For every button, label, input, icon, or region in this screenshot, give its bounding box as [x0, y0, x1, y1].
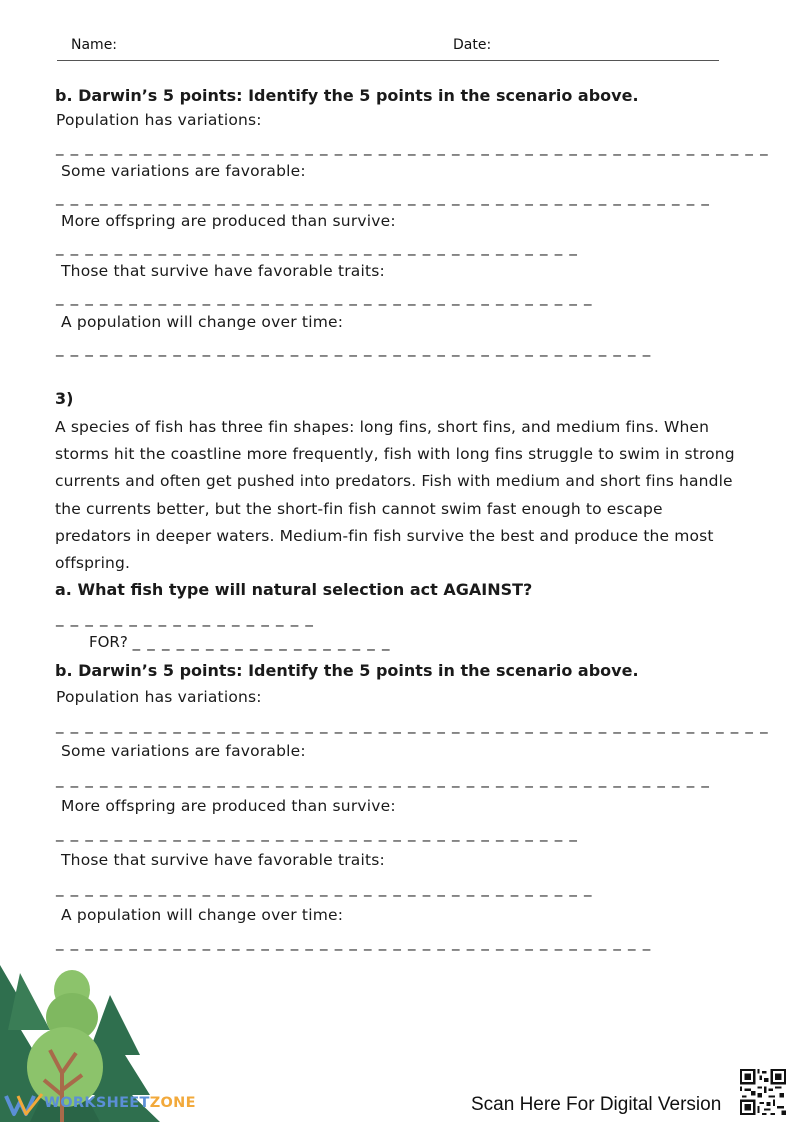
- answer-blank[interactable]: _ _ _ _ _ _ _ _ _ _ _ _ _ _ _ _ _ _ _ _ _ _ _ _ _ _ _ _ _ _ _ _ _ _ _ _: [56, 824, 579, 842]
- section-heading: b. Darwin’s 5 points: Identify the 5 points in the scenario above.: [55, 86, 639, 105]
- for-label: FOR?: [89, 633, 128, 651]
- scan-text: Scan Here For Digital Version: [471, 1094, 722, 1115]
- scenario-paragraph: A species of fish has three fin shapes: long fins, short fins, and medium fins. When storms hit the coastline more frequently, fish with long fins struggle to swim in strong currents and often get pushed into predators. Fish with medium and short fins handle the currents better, but the short-fin fish cannot swim fast enough to escape predators in deeper waters. Medium-fin fish survive the best and produce the most offspring.: [55, 418, 735, 573]
- header-divider: [57, 60, 719, 61]
- brand-part-worksheet: WORKSHEET: [44, 1095, 150, 1111]
- part-b-heading: b. Darwin’s 5 points: Identify the 5 points in the scenario above.: [55, 661, 639, 680]
- part-a-question: a. What fish type will natural selection act AGAINST?: [55, 580, 533, 599]
- worksheetzone-logo-icon: [4, 1092, 44, 1118]
- prompt-favorable: Some variations are favorable:: [61, 742, 306, 760]
- for-blank[interactable]: _ _ _ _ _ _ _ _ _ _ _ _ _ _ _ _ _ _: [132, 633, 391, 651]
- answer-blank[interactable]: _ _ _ _ _ _ _ _ _ _ _ _ _ _ _ _ _ _ _ _ _ _ _ _ _ _ _ _ _ _ _ _ _ _ _ _ _ _ _ _ _ _ _ _ _ _ _ _ _: [56, 716, 769, 734]
- answer-blank[interactable]: _ _ _ _ _ _ _ _ _ _ _ _ _ _ _ _ _ _ _ _ _ _ _ _ _ _ _ _ _ _ _ _ _ _ _ _ _ _ _ _ _ _ _ _ _ _ _ _ _: [56, 138, 769, 156]
- for-row: [89, 633, 391, 651]
- brand-name[interactable]: [44, 1095, 196, 1111]
- prompt-change: A population will change over time:: [61, 906, 344, 924]
- answer-blank[interactable]: _ _ _ _ _ _ _ _ _ _ _ _ _ _ _ _ _ _ _ _ _ _ _ _ _ _ _ _ _ _ _ _ _ _ _ _: [56, 238, 579, 256]
- answer-blank[interactable]: _ _ _ _ _ _ _ _ _ _ _ _ _ _ _ _ _ _ _ _ _ _ _ _ _ _ _ _ _ _ _ _ _ _ _ _ _: [56, 879, 593, 897]
- answer-blank[interactable]: _ _ _ _ _ _ _ _ _ _ _ _ _ _ _ _ _ _ _ _ _ _ _ _ _ _ _ _ _ _ _ _ _ _ _ _ _ _ _ _ _: [56, 933, 652, 951]
- prompt-offspring: More offspring are produced than survive:: [61, 797, 396, 815]
- answer-blank[interactable]: _ _ _ _ _ _ _ _ _ _ _ _ _ _ _ _ _ _ _ _ _ _ _ _ _ _ _ _ _ _ _ _ _ _ _ _ _ _ _ _ _: [56, 339, 652, 357]
- prompt-variations: Population has variations:: [56, 111, 262, 129]
- against-blank[interactable]: _ _ _ _ _ _ _ _ _ _ _ _ _ _ _ _ _ _: [56, 609, 315, 627]
- brand-part-zone: ZONE: [149, 1095, 196, 1111]
- question-number: 3): [55, 389, 74, 408]
- answer-blank[interactable]: _ _ _ _ _ _ _ _ _ _ _ _ _ _ _ _ _ _ _ _ _ _ _ _ _ _ _ _ _ _ _ _ _ _ _ _ _ _ _ _ _ _ _ _ _: [56, 770, 711, 788]
- answer-blank[interactable]: _ _ _ _ _ _ _ _ _ _ _ _ _ _ _ _ _ _ _ _ _ _ _ _ _ _ _ _ _ _ _ _ _ _ _ _ _: [56, 288, 593, 306]
- prompt-offspring: More offspring are produced than survive:: [61, 212, 396, 230]
- prompt-change: A population will change over time:: [61, 313, 344, 331]
- name-label: Name:: [71, 37, 118, 53]
- answer-blank[interactable]: _ _ _ _ _ _ _ _ _ _ _ _ _ _ _ _ _ _ _ _ _ _ _ _ _ _ _ _ _ _ _ _ _ _ _ _ _ _ _ _ _ _ _ _ _: [56, 188, 711, 206]
- prompt-survive: Those that survive have favorable traits:: [61, 262, 385, 280]
- prompt-survive: Those that survive have favorable traits:: [61, 851, 385, 869]
- qr-code-icon[interactable]: [740, 1069, 786, 1115]
- prompt-favorable: Some variations are favorable:: [61, 162, 306, 180]
- prompt-variations: Population has variations:: [56, 688, 262, 706]
- date-label: Date:: [453, 37, 492, 53]
